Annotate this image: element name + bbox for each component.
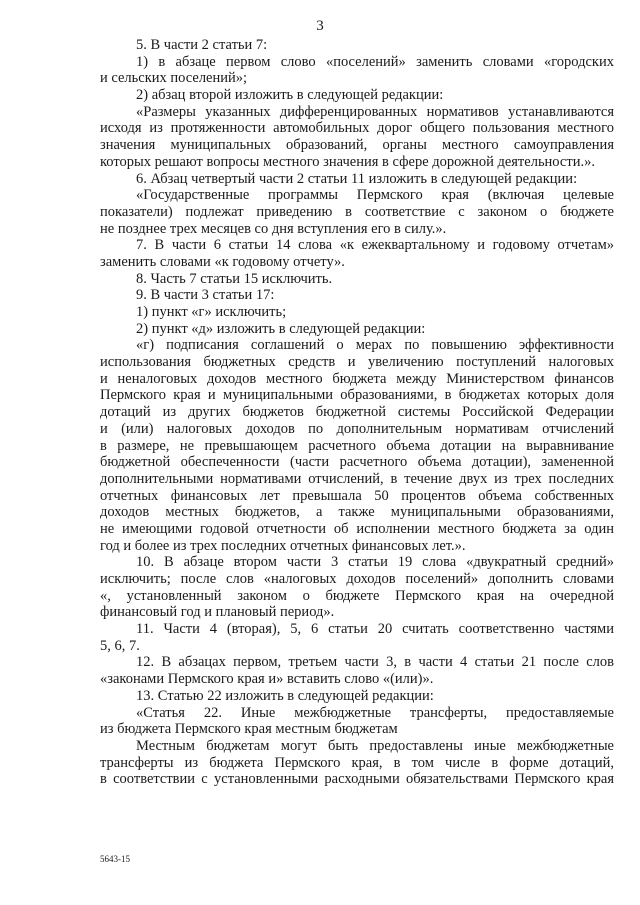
text-line: трансферты из бюджета Пермского края, в том числе в форме дотаций, [100, 754, 614, 771]
text-line: «, установленный законом о бюджете Пермского края на очередной [100, 587, 614, 604]
text-line: и (или) налоговых доходов по дополнительным нормативам отчислений [100, 420, 614, 437]
document-code: 5643-15 [100, 854, 130, 864]
text-line: отчетных финансовых лет превышала 50 процентов объема собственных [100, 487, 614, 504]
text-line: 2) абзац второй изложить в следующей редакции: [136, 87, 444, 104]
text-line: которых решают вопросы местного значения в сфере дорожной деятельности.». [100, 153, 595, 170]
text-line: 8. Часть 7 статьи 15 исключить. [136, 270, 333, 287]
text-line: показатели) подлежат приведению в соответствие с законом о бюджете [100, 203, 614, 220]
document-body [100, 37, 614, 788]
text-line: не позднее трех месяцев со дня вступления его в силу.». [100, 220, 447, 237]
text-line: 13. Статью 22 изложить в следующей редакции: [136, 687, 434, 704]
text-line: 5, 6, 7. [100, 637, 140, 654]
text-line: год и более из трех последних отчетных финансовых лет.». [100, 537, 466, 554]
text-line: 12. В абзацах первом, третьем части 3, в части 4 статьи 21 после слов [136, 654, 614, 671]
text-line: Местным бюджетам могут быть предоставлены иные межбюджетные [136, 737, 614, 754]
text-line: и сельских поселений»; [100, 70, 248, 87]
text-line: 9. В части 3 статьи 17: [136, 287, 275, 304]
text-line: 1) в абзаце первом слово «поселений» заменить словами «городских [136, 53, 614, 70]
text-line: «г) подписания соглашений о мерах по повышению эффективности [136, 337, 614, 354]
text-line: в соответствии с установленными расходными обязательствами Пермского края [100, 771, 614, 788]
text-line: исходя из протяженности автомобильных дорог общего пользования местного [100, 120, 614, 137]
text-line: из бюджета Пермского края местным бюджетам [100, 721, 398, 738]
text-line: доходов местных бюджетов, а также муниципальными образованиями, [100, 504, 614, 521]
text-line: значения муниципальных образований, органы местного самоуправления [100, 137, 614, 154]
text-line: не имеющими годовой отчетности об исполнении местного бюджета за один [100, 520, 614, 537]
text-line: 10. В абзаце втором части 3 статьи 19 слова «двукратный средний» [136, 554, 614, 571]
text-line: использования бюджетных средств и увеличению поступлений налоговых [100, 354, 614, 371]
text-line: «законами Пермского края и» вставить слово «(или)». [100, 671, 434, 688]
text-line: «Статья 22. Иные межбюджетные трансферты, предоставляемые [136, 704, 614, 721]
text-line: 7. В части 6 статьи 14 слова «к ежеквартальному и годовому отчетам» [136, 237, 614, 254]
text-line: дополнительными нормативами отчислений, в течение двух из трех последних [100, 470, 614, 487]
text-line: 6. Абзац четвертый части 2 статьи 11 изложить в следующей редакции: [136, 170, 578, 187]
text-line: 5. В части 2 статьи 7: [136, 37, 268, 53]
text-line: дотаций из других бюджетов бюджетной системы Российской Федерации [100, 404, 614, 421]
text-line: 1) пункт «г» исключить; [136, 304, 287, 320]
text-line: 2) пункт «д» изложить в следующей редакции: [136, 320, 426, 337]
text-line: заменить словами «к годовому отчету». [100, 253, 345, 270]
text-line: «Размеры указанных дифференцированных нормативов устанавливаются [136, 103, 614, 120]
text-line: финансовый год и плановый период». [100, 604, 335, 621]
text-line: «Государственные программы Пермского края (включая целевые [136, 187, 614, 204]
text-line: в размере, не превышающем расчетного объема дотации на выравнивание [100, 437, 614, 454]
text-line: 11. Части 4 (вторая), 5, 6 статьи 20 считать соответственно частями [136, 621, 614, 638]
text-line: Пермского края и муниципальными образованиями, в бюджетах которых доля [100, 387, 614, 404]
text-line: бюджетной обеспеченности (части расчетного объема дотации), замененной [100, 454, 614, 471]
page-number: 3 [316, 18, 324, 34]
text-line: исключить; после слов «налоговых доходов поселений» дополнить словами [100, 571, 614, 587]
text-line: и неналоговых доходов местного бюджета между Министерством финансов [100, 370, 614, 387]
